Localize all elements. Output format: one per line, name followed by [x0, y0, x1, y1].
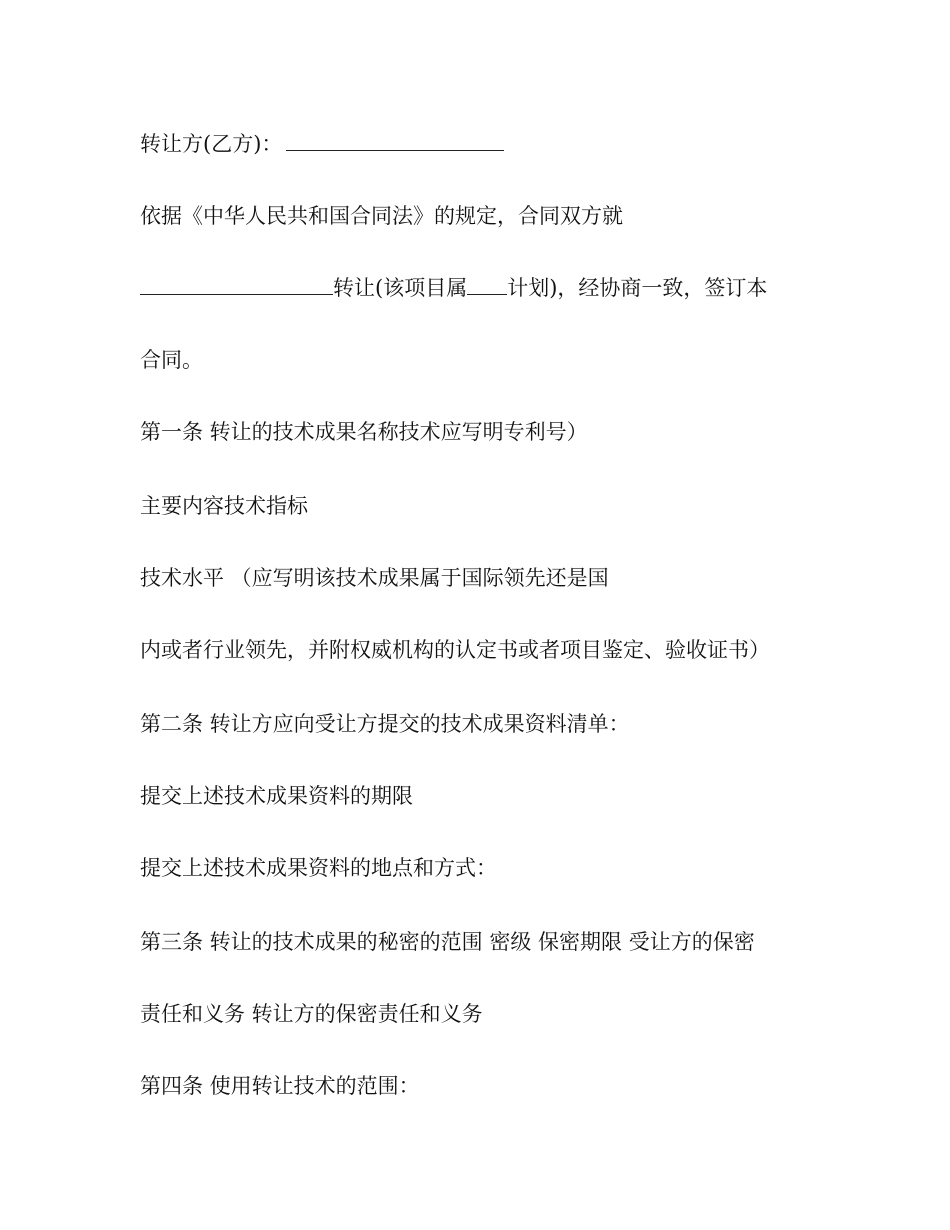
- main-content-line: 主要内容技术指标: [140, 494, 308, 518]
- intro-line: 依据《中华人民共和国合同法》的规定，合同双方就: [140, 204, 623, 228]
- place-method-line: 提交上述技术成果资料的地点和方式：: [140, 856, 497, 880]
- transferor-label: 转让方(乙方)：: [140, 132, 283, 156]
- article-3-continued-line: 责任和义务 转让方的保密责任和义务: [140, 1002, 483, 1026]
- article-2-heading: 第二条 转让方应向受让方提交的技术成果资料清单：: [140, 712, 630, 736]
- transferor-line: [140, 126, 820, 162]
- transfer-text-a: 转让(该项目属: [333, 276, 468, 300]
- article-1-heading: 第一条 转让的技术成果名称技术应写明专利号）: [140, 420, 588, 444]
- project-blank-field[interactable]: [140, 270, 333, 295]
- transferor-blank-field[interactable]: [286, 126, 504, 151]
- transfer-line: [140, 270, 820, 306]
- transfer-text-b: 计划)，经协商一致，签订本: [507, 276, 768, 300]
- deadline-line: 提交上述技术成果资料的期限: [140, 784, 413, 808]
- tech-level-line: 技术水平 （应写明该技术成果属于国际领先还是国: [140, 566, 609, 590]
- contract-end-line: 合同。: [140, 348, 203, 372]
- plan-blank-field[interactable]: [467, 270, 507, 295]
- tech-level-continued-line: 内或者行业领先，并附权威机构的认定书或者项目鉴定、验收证书）: [140, 638, 770, 662]
- article-3-heading: 第三条 转让的技术成果的秘密的范围 密级 保密期限 受让方的保密: [140, 930, 755, 954]
- article-4-heading: 第四条 使用转让技术的范围：: [140, 1074, 420, 1098]
